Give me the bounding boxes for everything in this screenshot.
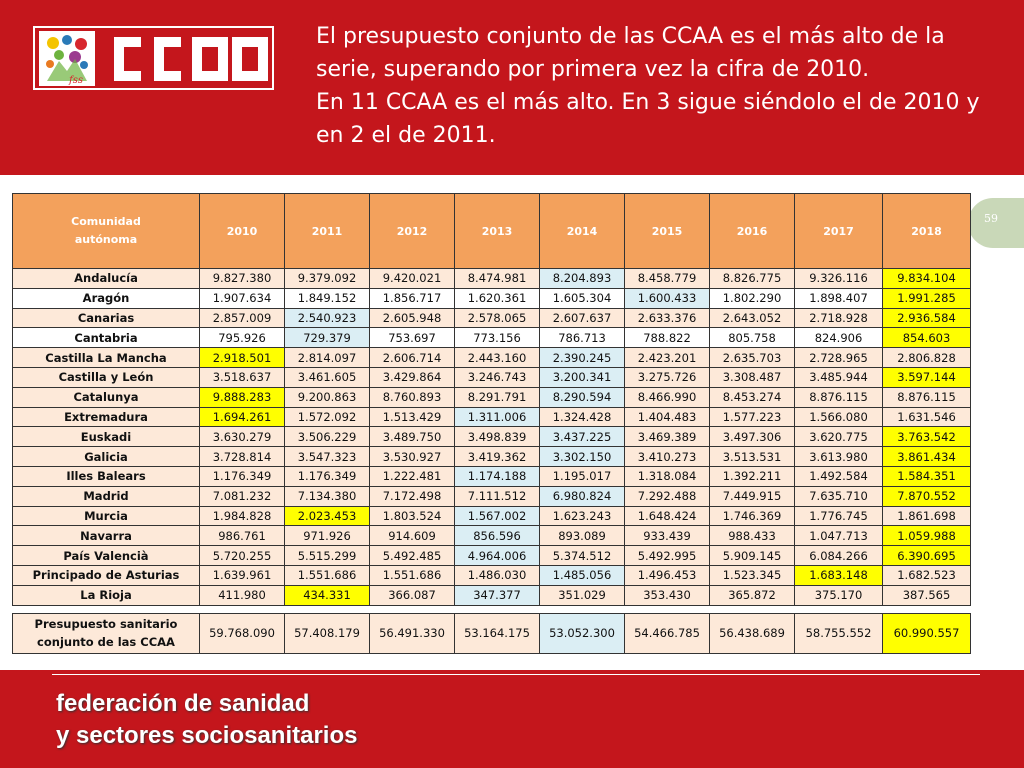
footer-line-1: federación de sanidad: [56, 690, 310, 717]
value-cell: 387.565: [883, 585, 971, 605]
value-cell: 2.728.965: [795, 348, 883, 368]
value-cell: 2.718.928: [795, 308, 883, 328]
page-number-badge: [968, 198, 1024, 248]
value-cell: 1.984.828: [200, 506, 285, 526]
table-row: [13, 367, 971, 387]
value-cell: 7.172.498: [370, 486, 455, 506]
value-cell: 2.390.245: [540, 348, 625, 368]
value-cell: 8.290.594: [540, 387, 625, 407]
region-cell: Murcia: [13, 506, 200, 526]
header-year: 2014: [540, 194, 625, 269]
value-cell: 353.430: [625, 585, 710, 605]
value-cell: 1.991.285: [883, 288, 971, 308]
value-cell: 3.410.273: [625, 447, 710, 467]
value-cell: 8.826.775: [710, 269, 795, 289]
value-cell: 6.084.266: [795, 546, 883, 566]
value-cell: 7.870.552: [883, 486, 971, 506]
total-value-cell: 54.466.785: [625, 613, 710, 653]
value-cell: 795.926: [200, 328, 285, 348]
value-cell: 351.029: [540, 585, 625, 605]
value-cell: 6.390.695: [883, 546, 971, 566]
value-cell: 3.513.531: [710, 447, 795, 467]
value-cell: 8.876.115: [883, 387, 971, 407]
value-cell: 1.486.030: [455, 565, 540, 585]
value-cell: 1.856.717: [370, 288, 455, 308]
table-header-row: [13, 194, 971, 269]
value-cell: 1.802.290: [710, 288, 795, 308]
value-cell: 856.596: [455, 526, 540, 546]
value-cell: 2.540.923: [285, 308, 370, 328]
value-cell: 1.776.745: [795, 506, 883, 526]
footer-banner: [0, 670, 1024, 768]
value-cell: 988.433: [710, 526, 795, 546]
value-cell: 9.420.021: [370, 269, 455, 289]
table-row: [13, 387, 971, 407]
region-cell: La Rioja: [13, 585, 200, 605]
total-label-cell: [13, 613, 200, 653]
value-cell: 5.909.145: [710, 546, 795, 566]
value-cell: 9.326.116: [795, 269, 883, 289]
value-cell: 2.605.948: [370, 308, 455, 328]
headline-line-4: en 2 el de 2011.: [316, 123, 496, 148]
value-cell: 2.806.828: [883, 348, 971, 368]
spacer-cell: [455, 605, 540, 613]
value-cell: 5.492.995: [625, 546, 710, 566]
value-cell: 1.513.429: [370, 407, 455, 427]
value-cell: 8.204.893: [540, 269, 625, 289]
value-cell: 2.423.201: [625, 348, 710, 368]
value-cell: 1.496.453: [625, 565, 710, 585]
total-label-line-1: Presupuesto sanitario: [34, 617, 178, 632]
header-region-line-1: Comunidad: [71, 215, 141, 228]
value-cell: 729.379: [285, 328, 370, 348]
spacer-cell: [285, 605, 370, 613]
value-cell: 3.308.487: [710, 367, 795, 387]
value-cell: 773.156: [455, 328, 540, 348]
region-cell: Castilla La Mancha: [13, 348, 200, 368]
value-cell: 805.758: [710, 328, 795, 348]
value-cell: 3.437.225: [540, 427, 625, 447]
ccoo-logo: [33, 26, 274, 90]
value-cell: 3.461.605: [285, 367, 370, 387]
value-cell: 824.906: [795, 328, 883, 348]
region-cell: Galicia: [13, 447, 200, 467]
value-cell: 3.728.814: [200, 447, 285, 467]
table-row: [13, 269, 971, 289]
value-cell: 3.246.743: [455, 367, 540, 387]
table-row: [13, 348, 971, 368]
ccoo-wordmark: [105, 34, 269, 84]
value-cell: 1.195.017: [540, 466, 625, 486]
header-year: 2015: [625, 194, 710, 269]
value-cell: 933.439: [625, 526, 710, 546]
value-cell: 3.419.362: [455, 447, 540, 467]
value-cell: 1.648.424: [625, 506, 710, 526]
value-cell: 2.606.714: [370, 348, 455, 368]
value-cell: 1.523.345: [710, 565, 795, 585]
value-cell: 9.827.380: [200, 269, 285, 289]
value-cell: 1.566.080: [795, 407, 883, 427]
header-year: 2010: [200, 194, 285, 269]
value-cell: 1.311.006: [455, 407, 540, 427]
value-cell: 3.497.306: [710, 427, 795, 447]
headline-line-1: El presupuesto conjunto de las CCAA es el más alto de la: [316, 24, 945, 49]
value-cell: 8.466.990: [625, 387, 710, 407]
value-cell: 8.291.791: [455, 387, 540, 407]
value-cell: 7.134.380: [285, 486, 370, 506]
value-cell: 1.861.698: [883, 506, 971, 526]
value-cell: 3.485.944: [795, 367, 883, 387]
total-row: [13, 613, 971, 653]
value-cell: 1.746.369: [710, 506, 795, 526]
spacer-cell: [795, 605, 883, 613]
value-cell: 6.980.824: [540, 486, 625, 506]
header-year: 2012: [370, 194, 455, 269]
value-cell: 1.567.002: [455, 506, 540, 526]
region-cell: Andalucía: [13, 269, 200, 289]
value-cell: 3.506.229: [285, 427, 370, 447]
header-year: 2018: [883, 194, 971, 269]
value-cell: 1.572.092: [285, 407, 370, 427]
value-cell: 1.059.988: [883, 526, 971, 546]
value-cell: 7.635.710: [795, 486, 883, 506]
value-cell: 1.047.713: [795, 526, 883, 546]
spacer-cell: [13, 605, 200, 613]
value-cell: 2.918.501: [200, 348, 285, 368]
value-cell: 1.639.961: [200, 565, 285, 585]
table-row: [13, 585, 971, 605]
value-cell: 2.578.065: [455, 308, 540, 328]
value-cell: 375.170: [795, 585, 883, 605]
table-row: [13, 447, 971, 467]
header-year: 2016: [710, 194, 795, 269]
table-row: [13, 427, 971, 447]
value-cell: 434.331: [285, 585, 370, 605]
value-cell: 1.174.188: [455, 466, 540, 486]
value-cell: 3.597.144: [883, 367, 971, 387]
value-cell: 3.530.927: [370, 447, 455, 467]
spacer-cell: [883, 605, 971, 613]
value-cell: 347.377: [455, 585, 540, 605]
header-year: 2011: [285, 194, 370, 269]
value-cell: 8.458.779: [625, 269, 710, 289]
value-cell: 1.803.524: [370, 506, 455, 526]
value-cell: 986.761: [200, 526, 285, 546]
header-year: 2017: [795, 194, 883, 269]
value-cell: 5.720.255: [200, 546, 285, 566]
table-row: [13, 506, 971, 526]
header-region: [13, 194, 200, 269]
value-cell: 1.318.084: [625, 466, 710, 486]
table-row: [13, 308, 971, 328]
value-cell: 1.682.523: [883, 565, 971, 585]
value-cell: 9.379.092: [285, 269, 370, 289]
value-cell: 1.176.349: [200, 466, 285, 486]
value-cell: 2.443.160: [455, 348, 540, 368]
value-cell: 3.763.542: [883, 427, 971, 447]
value-cell: 5.515.299: [285, 546, 370, 566]
table-row: [13, 546, 971, 566]
table-row: [13, 526, 971, 546]
value-cell: 2.633.376: [625, 308, 710, 328]
value-cell: 9.200.863: [285, 387, 370, 407]
headline-text: [316, 20, 1016, 152]
table-body: [13, 269, 971, 654]
value-cell: 1.605.304: [540, 288, 625, 308]
value-cell: 1.898.407: [795, 288, 883, 308]
value-cell: 9.834.104: [883, 269, 971, 289]
value-cell: 971.926: [285, 526, 370, 546]
value-cell: 1.485.056: [540, 565, 625, 585]
region-cell: Canarias: [13, 308, 200, 328]
value-cell: 3.547.323: [285, 447, 370, 467]
total-value-cell: 60.990.557: [883, 613, 971, 653]
total-label-line-2: conjunto de las CCAA: [37, 635, 175, 650]
total-value-cell: 56.491.330: [370, 613, 455, 653]
total-value-cell: 59.768.090: [200, 613, 285, 653]
value-cell: 1.584.351: [883, 466, 971, 486]
value-cell: 893.089: [540, 526, 625, 546]
table-row: [13, 466, 971, 486]
value-cell: 5.492.485: [370, 546, 455, 566]
table-row: [13, 328, 971, 348]
value-cell: 1.222.481: [370, 466, 455, 486]
value-cell: 8.760.893: [370, 387, 455, 407]
value-cell: 3.200.341: [540, 367, 625, 387]
table-row: [13, 486, 971, 506]
value-cell: 1.600.433: [625, 288, 710, 308]
value-cell: 1.683.148: [795, 565, 883, 585]
value-cell: 2.936.584: [883, 308, 971, 328]
value-cell: 1.623.243: [540, 506, 625, 526]
value-cell: 365.872: [710, 585, 795, 605]
total-value-cell: 58.755.552: [795, 613, 883, 653]
value-cell: 1.620.361: [455, 288, 540, 308]
table-row: [13, 288, 971, 308]
value-cell: 1.694.261: [200, 407, 285, 427]
headline-line-3: En 11 CCAA es el más alto. En 3 sigue siéndolo el de 2010 y: [316, 90, 980, 115]
value-cell: 1.849.152: [285, 288, 370, 308]
header-banner: [0, 0, 1024, 175]
value-cell: 8.876.115: [795, 387, 883, 407]
value-cell: 788.822: [625, 328, 710, 348]
footer-divider: [52, 674, 980, 675]
budget-table-container: [12, 193, 970, 654]
value-cell: 4.964.006: [455, 546, 540, 566]
budget-table: [12, 193, 971, 654]
value-cell: 2.635.703: [710, 348, 795, 368]
header-region-line-2: autónoma: [74, 233, 138, 246]
value-cell: 366.087: [370, 585, 455, 605]
value-cell: 5.374.512: [540, 546, 625, 566]
value-cell: 2.857.009: [200, 308, 285, 328]
value-cell: 1.551.686: [370, 565, 455, 585]
region-cell: Illes Balears: [13, 466, 200, 486]
value-cell: 9.888.283: [200, 387, 285, 407]
value-cell: 786.713: [540, 328, 625, 348]
value-cell: 3.630.279: [200, 427, 285, 447]
value-cell: 854.603: [883, 328, 971, 348]
value-cell: 1.176.349: [285, 466, 370, 486]
spacer-cell: [370, 605, 455, 613]
region-cell: Castilla y León: [13, 367, 200, 387]
region-cell: Extremadura: [13, 407, 200, 427]
emblem-text: fss: [69, 75, 83, 86]
value-cell: 1.404.483: [625, 407, 710, 427]
total-value-cell: 53.164.175: [455, 613, 540, 653]
footer-line-2: y sectores sociosanitarios: [56, 722, 358, 749]
table-spacer-row: [13, 605, 971, 613]
region-cell: País Valencià: [13, 546, 200, 566]
value-cell: 914.609: [370, 526, 455, 546]
page-number: 59: [984, 212, 998, 225]
region-cell: Principado de Asturias: [13, 565, 200, 585]
spacer-cell: [540, 605, 625, 613]
value-cell: 2.023.453: [285, 506, 370, 526]
value-cell: 3.429.864: [370, 367, 455, 387]
value-cell: 8.453.274: [710, 387, 795, 407]
value-cell: 1.392.211: [710, 466, 795, 486]
region-cell: Navarra: [13, 526, 200, 546]
value-cell: 2.607.637: [540, 308, 625, 328]
value-cell: 1.324.428: [540, 407, 625, 427]
value-cell: 1.577.223: [710, 407, 795, 427]
value-cell: 1.492.584: [795, 466, 883, 486]
total-value-cell: 57.408.179: [285, 613, 370, 653]
value-cell: 1.907.634: [200, 288, 285, 308]
table-row: [13, 407, 971, 427]
value-cell: 8.474.981: [455, 269, 540, 289]
value-cell: 3.469.389: [625, 427, 710, 447]
table-row: [13, 565, 971, 585]
value-cell: 7.111.512: [455, 486, 540, 506]
spacer-cell: [200, 605, 285, 613]
value-cell: 2.643.052: [710, 308, 795, 328]
value-cell: 3.613.980: [795, 447, 883, 467]
value-cell: 3.861.434: [883, 447, 971, 467]
headline-line-2: serie, superando por primera vez la cifra de 2010.: [316, 57, 870, 82]
header-year: 2013: [455, 194, 540, 269]
region-cell: Catalunya: [13, 387, 200, 407]
value-cell: 7.449.915: [710, 486, 795, 506]
value-cell: 2.814.097: [285, 348, 370, 368]
value-cell: 3.302.150: [540, 447, 625, 467]
value-cell: 411.980: [200, 585, 285, 605]
value-cell: 3.489.750: [370, 427, 455, 447]
region-cell: Euskadi: [13, 427, 200, 447]
value-cell: 7.081.232: [200, 486, 285, 506]
value-cell: 3.518.637: [200, 367, 285, 387]
total-value-cell: 56.438.689: [710, 613, 795, 653]
value-cell: 1.551.686: [285, 565, 370, 585]
spacer-cell: [710, 605, 795, 613]
region-cell: Madrid: [13, 486, 200, 506]
region-cell: Aragón: [13, 288, 200, 308]
fss-emblem-icon: [39, 31, 95, 86]
value-cell: 3.620.775: [795, 427, 883, 447]
value-cell: 3.275.726: [625, 367, 710, 387]
region-cell: Cantabria: [13, 328, 200, 348]
value-cell: 1.631.546: [883, 407, 971, 427]
footer-title: [56, 688, 357, 752]
value-cell: 7.292.488: [625, 486, 710, 506]
spacer-cell: [625, 605, 710, 613]
value-cell: 753.697: [370, 328, 455, 348]
value-cell: 3.498.839: [455, 427, 540, 447]
total-value-cell: 53.052.300: [540, 613, 625, 653]
